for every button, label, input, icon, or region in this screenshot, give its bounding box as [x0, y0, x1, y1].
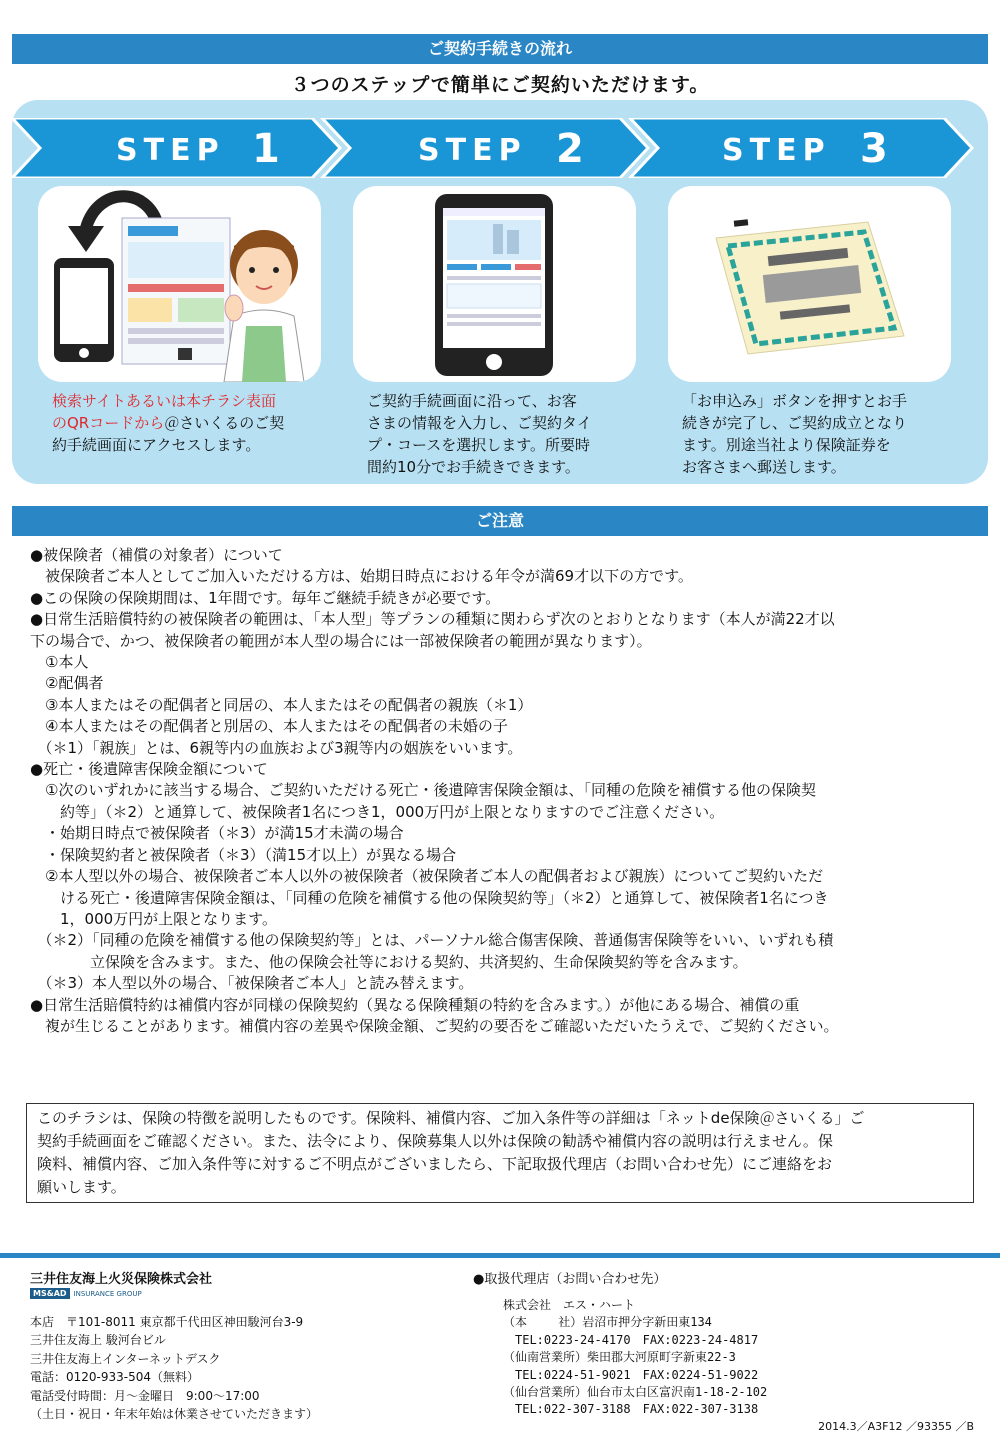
- agency-line: TEL:0223-24-4170 FAX:0223-24-4817: [503, 1332, 759, 1347]
- notes-list: [30, 545, 980, 1037]
- address-line: 電話受付時間：月～金曜日 9:00～17:00: [30, 1388, 260, 1403]
- company-name: 三井住友海上火災保険株式会社: [30, 1272, 213, 1287]
- desc-line: 約手続画面にアクセスします。: [52, 436, 261, 454]
- note-line: ①次のいずれかに該当する場合、ご契約いただける死亡・後遺障害保険金額は、「同種の危険を補償する他の保険契: [30, 781, 816, 800]
- desc-line: 「お申込み」ボタンを押すとお手: [682, 392, 908, 410]
- disclaimer-line: 願いします。: [37, 1178, 126, 1196]
- section-title: ご契約手続きの流れ: [427, 39, 572, 58]
- step-2-number: 2: [556, 126, 584, 172]
- desc-line: ます。別途当社より保険証券を: [682, 436, 891, 454]
- note-line: ける死亡・後遺障害保険金額は、「同種の危険を補償する他の保険契約等」（＊2）と通算して、被保険者1名につき: [30, 888, 829, 907]
- step-1-label: STEP: [116, 133, 225, 168]
- step-1-description: [52, 390, 284, 456]
- desc-line: お客さまへ郵送します。: [682, 458, 846, 476]
- desc-line: 間約10分でお手続きできます。: [367, 458, 580, 476]
- desc-line: のQRコードから: [52, 414, 165, 432]
- step-2-illustration: [353, 186, 636, 382]
- note-line: （＊3）本人型以外の場合、「被保険者ご本人」と読み替えます。: [30, 974, 474, 993]
- note-line: ●死亡・後遺障害保険金額について: [30, 760, 268, 779]
- disclaimer-line: 契約手続画面をご確認ください。また、法令により、保険募集人以外は保険の勧誘や補償内容の説明は行えません。保: [37, 1132, 833, 1150]
- note-line: ①本人: [30, 653, 89, 672]
- agency-line: （仙南営業所）柴田郡大河原町字新東22-3: [503, 1350, 736, 1365]
- note-line: 被保険者ご本人としてご加入いただける方は、始期日時点における年令が満69才以下の方です。: [30, 567, 693, 586]
- agency-line: TEL:022-307-3188 FAX:022-307-3138: [503, 1402, 759, 1417]
- step-3-label: STEP: [722, 133, 831, 168]
- document-code: 2014.3／A3F12 ／93355 ／B: [818, 1420, 974, 1433]
- section-band-notes: [12, 506, 988, 536]
- step-3-number: 3: [860, 126, 888, 172]
- note-line: ②本人型以外の場合、被保険者ご本人以外の被保険者（被保険者ご本人の配偶者および親族）についてご契約いただ: [30, 867, 824, 886]
- note-line: ●日常生活賠償特約は補償内容が同様の保険契約（異なる保険種類の特約を含みます。）が他にある場合、補償の重: [30, 995, 800, 1014]
- section-title: ご注意: [475, 511, 524, 530]
- step-3-description: [682, 390, 907, 478]
- disclaimer-line: このチラシは、保険の特徴を説明したものです。保険料、補償内容、ご加入条件等の詳細は「ネットde保険＠さいくる」ご: [37, 1109, 865, 1127]
- note-line: ●日常生活賠償特約の被保険者の範囲は、「本人型」等プランの種類に関わらず次のとおりとなります（本人が満22才以: [30, 610, 835, 629]
- address-line: 三井住友海上インターネットデスク: [30, 1351, 221, 1366]
- note-line: 下の場合で、かつ、被保険者の範囲が本人型の場合には一部被保険者の範囲が異なります）。: [30, 631, 652, 650]
- disclaimer-line: 険料、補償内容、ご加入条件等に対するご不明点がございましたら、下記取扱代理店（お問い合わせ先）にご連絡をお: [37, 1155, 833, 1173]
- desc-line: ＠さいくるのご契: [164, 414, 285, 432]
- desc-line: プ・コースを選択します。所要時: [367, 436, 591, 454]
- note-line: ②配偶者: [30, 674, 104, 693]
- note-line: （＊2）「同種の危険を補償する他の保険契約等」とは、パーソナル総合傷害保険、普通傷害保険等をいい、いずれも積: [30, 931, 834, 950]
- step-2-description: [367, 390, 592, 478]
- section-band-contract-flow: [12, 34, 988, 64]
- desc-line: 検索サイトあるいは本チラシ表面: [52, 392, 276, 410]
- headline: ３つのステップで簡単にご契約いただけます。: [290, 74, 710, 96]
- address-line: 本店 〒101-8011 東京都千代田区神田駿河台3-9: [30, 1315, 304, 1329]
- note-line: ・保険契約者と被保険者（＊3）（満15才以上）が異なる場合: [30, 845, 457, 864]
- address-line: （土日・祝日・年末年始は休業させていただきます）: [30, 1407, 319, 1422]
- step-1-number: 1: [252, 126, 280, 172]
- desc-line: ご契約手続画面に沿って、お客: [367, 392, 577, 410]
- agency-line: TEL:0224-51-9021 FAX:0224-51-9022: [503, 1367, 759, 1382]
- disclaimer-box: [26, 1103, 974, 1203]
- logo-text: INSURANCE GROUP: [73, 1289, 142, 1298]
- desc-line: 続きが完了し、ご契約成立となり: [682, 414, 908, 432]
- address-line: 三井住友海上 駿河台ビル: [30, 1333, 166, 1348]
- note-line: 1，000万円が上限となります。: [30, 909, 277, 928]
- step-3-illustration: [668, 186, 951, 382]
- footer-divider: [0, 1253, 1000, 1258]
- note-line: 立保険を含みます。また、他の保険会社等における契約、共済契約、生命保険契約等を含みます。: [30, 952, 748, 971]
- agency-contacts: [503, 1297, 767, 1419]
- desc-line: さまの情報を入力し、ご契約タイ: [367, 414, 592, 432]
- note-line: 約等」（＊2）と通算して、被保険者1名につき1，000万円が上限となりますのでご注意ください。: [30, 802, 725, 821]
- note-line: ●被保険者（補償の対象者）について: [30, 546, 283, 564]
- logo-mark: MS&AD: [30, 1288, 70, 1299]
- note-line: （＊1）「親族」とは、6親等内の血族および3親等内の姻族をいいます。: [30, 738, 523, 757]
- address-line: 電話：0120-933-504（無料）: [30, 1370, 200, 1385]
- note-line: ●この保険の保険期間は、1年間です。毎年ご継続手続きが必要です。: [30, 588, 501, 607]
- note-line: 複が生じることがあります。補償内容の差異や保険金額、ご契約の要否をご確認いただいたうえで、ご契約ください。: [30, 1016, 839, 1035]
- step-2-label: STEP: [418, 133, 527, 168]
- step-1-illustration: [38, 186, 321, 382]
- note-line: ④本人またはその配偶者と別居の、本人またはその配偶者の未婚の子: [30, 717, 508, 736]
- msad-logo: [30, 1288, 142, 1299]
- note-line: ③本人またはその配偶者と同居の、本人またはその配偶者の親族（＊1）: [30, 695, 533, 714]
- agency-line: （仙台営業所）仙台市太白区富沢南1-18-2-102: [503, 1385, 768, 1400]
- agency-title: ●取扱代理店（お問い合わせ先）: [473, 1272, 667, 1287]
- company-address: [30, 1313, 318, 1423]
- note-line: ・始期日時点で被保険者（＊3）が満15才未満の場合: [30, 824, 404, 843]
- agency-line: 株式会社 エス・ハート: [503, 1298, 636, 1312]
- agency-line: （本 社）岩沼市押分字新田東134: [503, 1315, 712, 1330]
- step-arrows: [12, 118, 988, 178]
